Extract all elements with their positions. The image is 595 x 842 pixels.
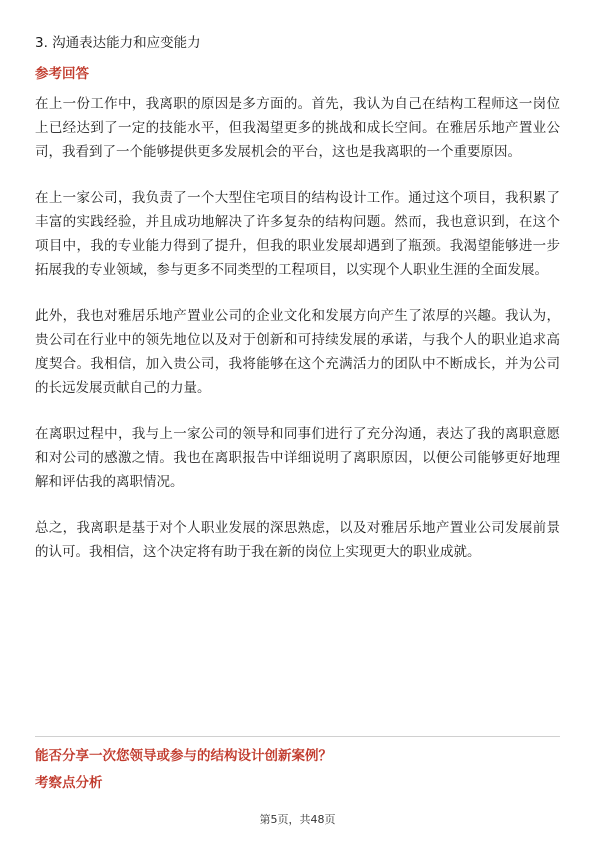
answer-paragraph-2: 在上一家公司，我负责了一个大型住宅项目的结构设计工作。通过这个项目，我积累了丰富的实践经验，并且成功地解决了许多复杂的结构问题。然而，我也意识到，在这个项目中，我的专业能力得到了提升，但我的职业发展却遇到了瓶颈。我渴望能够进一步拓展我的专业领域，参与更多不同类型的工程项目，以实现个人职业生涯的全面发展。 <box>35 190 560 278</box>
answer-paragraph-4: 在离职过程中，我与上一家公司的领导和同事们进行了充分沟通，表达了我的离职意愿和对公司的感激之情。我也在离职报告中详细说明了离职原因，以便公司能够更好地理解和评估我的离职情况。 <box>35 426 560 490</box>
answer-body <box>35 92 560 564</box>
section-divider <box>35 736 560 737</box>
answer-paragraph-1: 在上一份工作中，我离职的原因是多方面的。首先，我认为自己在结构工程师这一岗位上已经达到了一定的技能水平，但我渴望更多的挑战和成长空间。在雅居乐地产置业公司，我看到了一个能够提供更多发展机会的平台，这也是我离职的一个重要原因。 <box>35 96 560 160</box>
answer-paragraph-5: 总之，我离职是基于对个人职业发展的深思熟虑，以及对雅居乐地产置业公司发展前景的认可。我相信，这个决定将有助于我在新的岗位上实现更大的职业成就。 <box>35 520 560 560</box>
analysis-label: 考察点分析 <box>35 775 103 791</box>
next-question-heading: 能否分享一次您领导或参与的结构设计创新案例？ <box>35 748 332 764</box>
answer-label: 参考回答 <box>35 66 89 82</box>
section-heading: 3. 沟通表达能力和应变能力 <box>35 35 201 51</box>
answer-paragraph-3: 此外，我也对雅居乐地产置业公司的企业文化和发展方向产生了浓厚的兴趣。我认为，贵公司在行业中的领先地位以及对于创新和可持续发展的承诺，与我个人的职业追求高度契合。我相信，加入贵公司，我将能够在这个充满活力的团队中不断成长，并为公司的长远发展贡献自己的力量。 <box>35 308 560 396</box>
page-footer: 第5页，共48页 <box>259 813 336 826</box>
